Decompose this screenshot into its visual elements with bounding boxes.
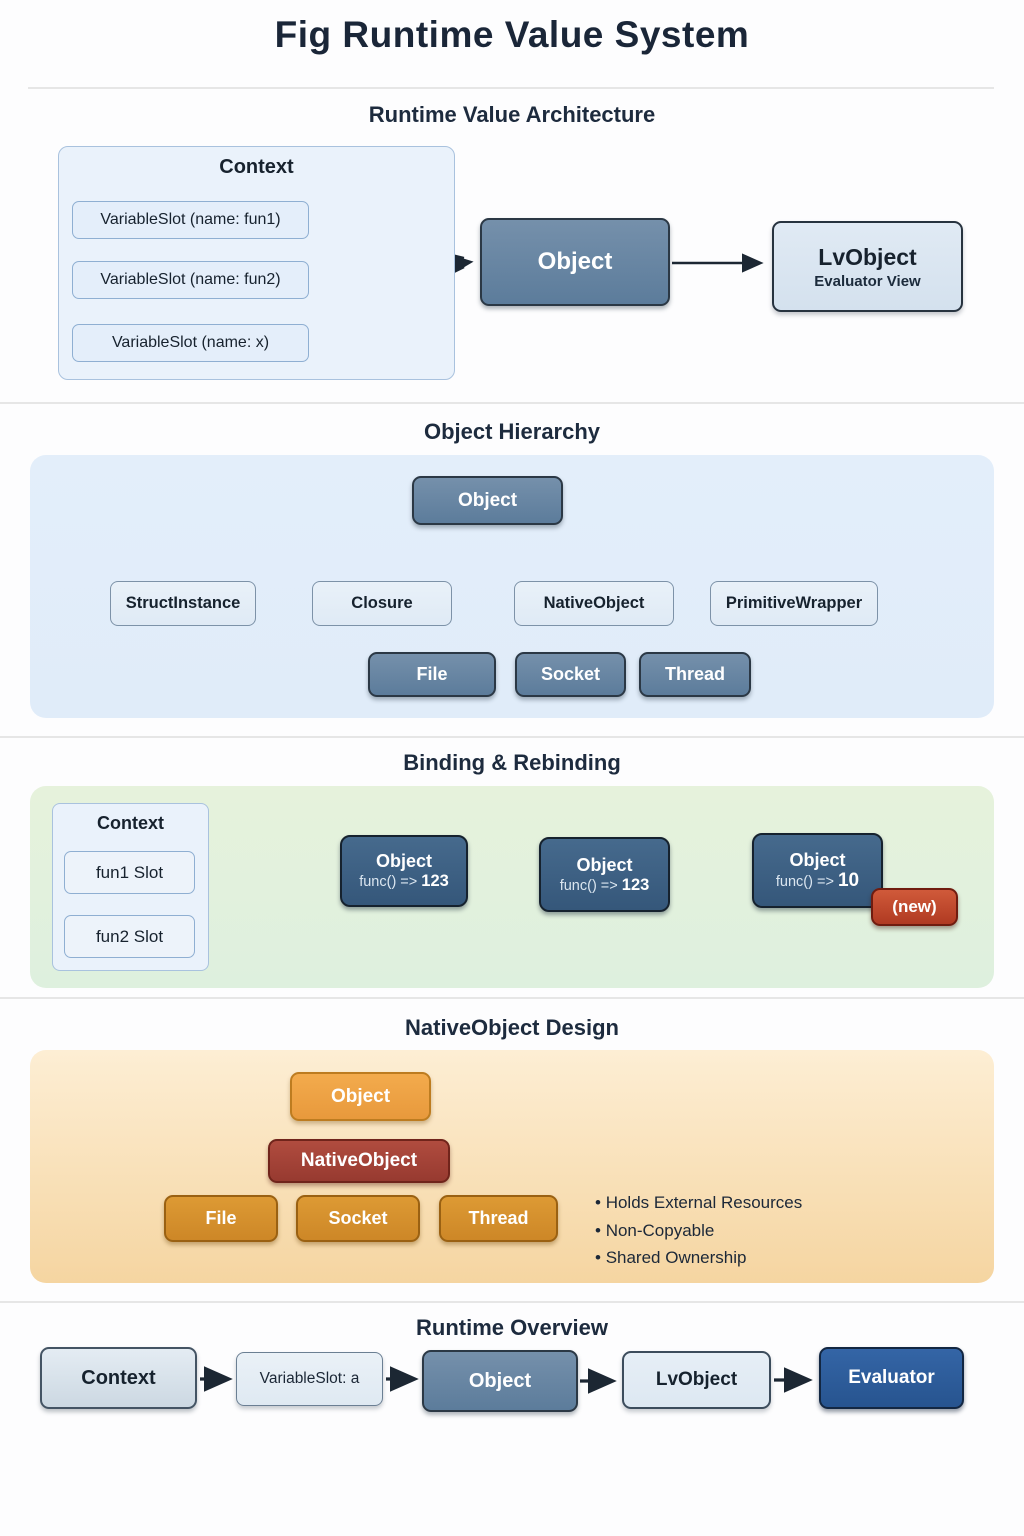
- binding-fun1-slot: fun1 Slot: [64, 851, 195, 894]
- section5-divider: [0, 1301, 1024, 1303]
- binding-object-2-title: Object: [576, 854, 633, 875]
- hierarchy-file: File: [368, 652, 496, 697]
- title-divider: [28, 87, 994, 89]
- native-bullet-resources: • Holds External Resources: [595, 1189, 925, 1217]
- overview-context-node: Context: [40, 1347, 197, 1409]
- binding-object-1-title: Object: [375, 851, 432, 871]
- func-value: 123: [621, 875, 650, 894]
- variable-slot-fun2: VariableSlot (name: fun2): [72, 261, 309, 299]
- binding-heading: Binding & Rebinding: [403, 750, 621, 775]
- variable-slot-fun1: VariableSlot (name: fun1): [72, 201, 309, 239]
- binding-fun2-slot: fun2 Slot: [64, 915, 195, 958]
- architecture-context-title: Context: [219, 156, 294, 178]
- func-value: 10: [837, 870, 860, 891]
- binding-object-3-func: [776, 871, 859, 892]
- binding-object-1-func: [359, 872, 449, 892]
- hierarchy-primitivewrapper: PrimitiveWrapper: [710, 581, 878, 626]
- architecture-lvobject-node: [772, 221, 963, 312]
- func-label: func() =>: [559, 877, 618, 894]
- native-bullet-noncopyable: • Non-Copyable: [595, 1217, 925, 1245]
- hierarchy-nativeobject: NativeObject: [514, 581, 674, 626]
- binding-object-3: [752, 833, 883, 908]
- func-label: func() =>: [359, 874, 418, 890]
- new-badge: (new): [871, 888, 958, 926]
- hierarchy-thread: Thread: [639, 652, 751, 697]
- native-thread-node: Thread: [439, 1195, 558, 1242]
- overview-evaluator-node: Evaluator: [819, 1347, 964, 1409]
- section4-divider: [0, 997, 1024, 999]
- native-heading: NativeObject Design: [405, 1015, 619, 1040]
- binding-object-1: [340, 835, 468, 907]
- section2-divider: [0, 402, 1024, 404]
- overview-heading: Runtime Overview: [416, 1315, 608, 1340]
- variable-slot-x: VariableSlot (name: x): [72, 324, 309, 362]
- binding-context-title: Context: [97, 813, 164, 833]
- overview-object-node: Object: [422, 1350, 578, 1412]
- func-label: func() =>: [775, 874, 834, 890]
- native-bullet-list: [595, 1189, 925, 1272]
- hierarchy-closure: Closure: [312, 581, 452, 626]
- lvobject-title: LvObject: [818, 243, 917, 270]
- hierarchy-structinstance: StructInstance: [110, 581, 256, 626]
- architecture-heading: Runtime Value Architecture: [368, 102, 656, 127]
- hierarchy-root-object: Object: [412, 476, 563, 525]
- native-object-node: Object: [290, 1072, 431, 1121]
- native-bullet-ownership: • Shared Ownership: [595, 1244, 925, 1272]
- architecture-object-node: Object: [480, 218, 670, 306]
- native-socket-node: Socket: [296, 1195, 420, 1242]
- hierarchy-heading: Object Hierarchy: [423, 419, 601, 444]
- overview-lvobject-node: LvObject: [622, 1351, 771, 1409]
- lvobject-subtitle: Evaluator View: [814, 272, 921, 290]
- binding-object-2-func: [560, 876, 650, 896]
- native-nativeobject-node: NativeObject: [268, 1139, 450, 1183]
- binding-object-2: [539, 837, 670, 912]
- native-file-node: File: [164, 1195, 278, 1242]
- overview-variableslot-node: VariableSlot: a: [236, 1352, 383, 1406]
- section3-divider: [0, 736, 1024, 738]
- binding-object-3-title: Object: [789, 850, 846, 870]
- hierarchy-socket: Socket: [515, 652, 626, 697]
- page-title: Fig Runtime Value System: [274, 14, 750, 55]
- func-value: 123: [421, 872, 449, 890]
